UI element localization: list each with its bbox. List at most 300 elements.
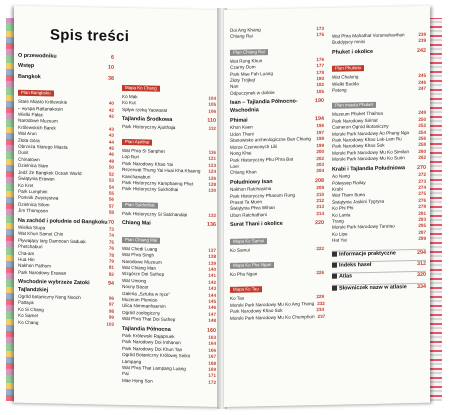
toc-page-number: 97 [108, 302, 114, 308]
toc-page-number: 237 [317, 313, 326, 319]
toc-footer-entry[interactable] [332, 283, 426, 293]
toc-entry-label: Galeria „Sztuka w ręce” [122, 290, 170, 297]
toc-page-number: 106 [208, 108, 216, 114]
toc-entry-label: Isan – Tajlandia Północno-Wschodnia [230, 98, 298, 114]
toc-entry-label: Ogród botaniczny Nong Nooch [18, 293, 81, 301]
toc-entry-label: Stare Miasto Królewskie [18, 98, 68, 106]
toc-page-number: 142 [208, 279, 216, 285]
toc-entry-label: Ko Si Chang [18, 306, 44, 313]
toc-entry-label: Muzeum Plemion [122, 296, 158, 303]
right-page [224, 6, 430, 407]
toc-page-number: 82 [108, 271, 114, 277]
toc-entry-label: Ko Phi Phi [332, 205, 354, 211]
toc-section-heading[interactable] [18, 53, 114, 62]
toc-page-number: 190 [315, 98, 324, 105]
toc-page-number: 334 [417, 283, 426, 290]
toc-entry-label: Morski Park Narodowy Mu Ko Chumphon [230, 313, 315, 321]
toc-page-number: 139 [208, 260, 216, 266]
toc-page-number: 254 [418, 129, 426, 135]
left-page [14, 6, 220, 407]
toc-page-number: 56 [108, 196, 114, 203]
toc-page-number: 239 [418, 38, 426, 44]
toc-page-number: 262 [418, 155, 426, 161]
toc-entry-label: Wielka Stupa [18, 224, 46, 231]
toc-entry-label: Morski Park Narodowy Mu Ko Similan [332, 148, 410, 156]
toc-entry-label: Chiang Mai [122, 220, 151, 227]
toc-footer-entry[interactable] [332, 260, 426, 270]
toc-page-number: 196 [316, 123, 324, 129]
toc-page-number: 274 [418, 184, 426, 190]
toc-entry-label: Wat Arun [18, 131, 37, 137]
toc-entry-label: Narodowe Muzeum [18, 118, 58, 125]
toc-page-number: 194 [315, 115, 324, 123]
toc-entry-label: Park Historyczny Sukhothai [122, 186, 179, 193]
toc-page-number: 73 [108, 226, 114, 232]
toc-page-number: 147 [208, 311, 216, 317]
toc-page-number: 312 [417, 260, 426, 267]
toc-page-number: 203 [316, 161, 324, 167]
toc-page-number: 55 [108, 190, 114, 196]
toc-page-number: 173 [316, 25, 324, 32]
toc-page-number: 285 [418, 223, 426, 229]
toc-page-number: 214 [316, 210, 324, 216]
toc-page-number: 287 [418, 229, 426, 235]
toc-page-number: 76 [108, 245, 114, 251]
toc-entry-label: Informacje praktyczne [332, 250, 396, 259]
toc-entry-label: Park Narodowy Khao Yai [122, 160, 173, 167]
toc-entry-label: Morski Park Narodowy Mu Ko Ang Thong [230, 300, 315, 308]
toc-page-number: 38 [108, 75, 114, 82]
toc-entry-label: Mae Hong Son [122, 377, 153, 384]
toc-entry-label: Wat Phra Mahathat Voramahavihan [332, 32, 405, 39]
toc-entry-label: Park Narodowy Sirinat [332, 117, 378, 124]
toc-page-number: 180 [316, 75, 324, 82]
toc-page-number: 178 [316, 69, 324, 75]
toc-page-number: 242 [417, 47, 426, 54]
toc-page-number: 53 [108, 177, 114, 183]
toc-entry[interactable] [122, 316, 216, 324]
toc-entry-label: Park Narodowy Doi Khun Tan [122, 345, 183, 352]
toc-map-tag: Mapa Ko Chang [122, 85, 160, 92]
toc-entry-label: Ko Samet [18, 312, 39, 319]
toc-page-number: 276 [418, 197, 426, 203]
toc-entry-label: Muzeum Phuket Thaihua [332, 111, 383, 118]
toc-page-number: 229 [316, 294, 324, 300]
toc-entry-label: Wat Chedi Luang [122, 245, 158, 252]
toc-page-number: 185 [316, 88, 324, 94]
toc-entry-label: Chiang Khan [230, 169, 257, 176]
toc-entry[interactable] [230, 168, 324, 176]
toc-entry-label: Ko Mak [122, 93, 138, 100]
toc-page-number: 198 [316, 136, 324, 142]
toc-entry-label: Morski Park Narodowy Ao Phang Nga [332, 129, 410, 137]
toc-page-number: 112 [208, 125, 216, 131]
toc-entry-label: Kanchanaburi [122, 173, 151, 180]
toc-page-number: 110 [207, 117, 216, 125]
toc-page-number: 270 [417, 164, 426, 171]
toc-page-number: 212 [316, 197, 324, 204]
toc-page-number: 213 [316, 204, 324, 210]
toc-entry-label: Park Historyczny Phu Phra Bat [230, 156, 294, 163]
toc-entry-label: Wat Tham Suea [332, 192, 365, 199]
toc-column-3 [230, 26, 324, 407]
toc-entry[interactable] [230, 313, 324, 321]
toc-page-number: 202 [316, 155, 324, 161]
toc-page-number: 220 [315, 220, 324, 227]
toc-page-number: 238 [418, 31, 426, 37]
toc-page-number: 234 [316, 307, 324, 313]
toc-entry-label: Chinatown [18, 156, 40, 163]
toc-page-number: 10 [108, 65, 114, 72]
toc-map-tag: Plan Ajutthai [122, 139, 152, 146]
toc-entry-label: Słowniczek nazw w atlasie [332, 284, 407, 293]
toc-entry-label: Park Narodowy Doi Inthanon [122, 339, 181, 346]
toc-page-number: 57 [108, 203, 114, 209]
toc-entry-label: Nakhon Pathom [18, 263, 51, 269]
toc-entry-label: Złoty Trójkąt [230, 77, 256, 83]
toc-entry-label: Świątynia Phra Wihan [230, 205, 275, 212]
toc-entry-label: Lampang [122, 358, 142, 364]
toc-page-number: 42 [108, 107, 114, 113]
toc-entry-label: Prasat Ta Muen [230, 199, 263, 205]
toc-page-number: 140 [208, 266, 216, 272]
square-bullet-icon [332, 263, 337, 268]
toc-page-number: 272 [418, 171, 426, 178]
toc-entry-label: Chiang Rai [230, 33, 253, 40]
toc-entry-label: Pływający targ Damnoen Saduak [18, 237, 86, 244]
toc-entry-label: Ko Kret [18, 182, 34, 188]
toc-entry-label: Atlas [332, 274, 352, 282]
toc-page-number: 79 [108, 258, 114, 264]
toc-entry-label: Wat Phra Singh [122, 252, 155, 258]
toc-entry-label: Dzielnica Siam [18, 163, 49, 169]
toc-page-number: 6 [111, 54, 114, 61]
toc-entry[interactable] [18, 270, 114, 278]
toc-page-number: 94 [108, 280, 114, 287]
toc-entry-label: Loei [230, 163, 239, 169]
toc-entry-label: Ko Lanta [332, 211, 351, 218]
toc-entry-label: Tajlandia Północna [122, 325, 171, 333]
toc-entry-label: Ogród Botaniczny Królowej Sirikit [122, 352, 190, 359]
toc-entry-label: Wzgórze Doi Suthep [122, 271, 165, 278]
toc-entry-label: Stanowisko archeologiczne Ban Chiang [230, 136, 311, 144]
toc-page-number: 200 [316, 148, 324, 155]
toc-entry-label: Cameron Ogród Botaniczny [332, 123, 389, 130]
toc-entry-label: Park Narodowy Khao Sok [332, 143, 385, 150]
toc-entry-label: Pattaya [18, 300, 34, 306]
toc-page-number: 273 [418, 178, 426, 184]
toc-page-number: 40 [108, 100, 114, 106]
toc-entry-label: Wielki Budda [332, 80, 359, 87]
toc-map-tag: Mapa Ko Pha Ngan [230, 262, 274, 269]
toc-entry-label: Park Narodowy Erawan [18, 269, 67, 276]
toc-entry-label: Wat Phra That Doi Suthep [122, 316, 176, 323]
toc-entry-label: Park Lumphini [18, 188, 48, 195]
toc-entry-label: Królewskich Barek [18, 124, 56, 131]
toc-page-number: 136 [207, 222, 216, 229]
toc-entry-label: Jedź Ze Bangkok Ocean World [18, 169, 82, 176]
toc-page-number: 42 [108, 113, 114, 119]
toc-page-number: 160 [207, 327, 216, 334]
toc-page-number: 132 [208, 212, 216, 218]
toc-page-number: 137 [208, 247, 216, 253]
toc-page-number: 102 [106, 321, 114, 327]
toc-entry[interactable] [122, 211, 216, 219]
toc-entry[interactable] [230, 89, 324, 97]
toc-entry-label: Świątynia Jaskini Tygrysa [332, 198, 385, 205]
toc-entry-label: Wat Chalong [332, 74, 359, 80]
toc-entry-label: Ao Nang [332, 173, 350, 179]
toc-page-number: 222 [316, 245, 324, 251]
toc-entry-label: Wat Umong [122, 277, 147, 284]
toc-entry-label: Wat Phra That Lampang Luang [122, 364, 186, 372]
toc-page-number: 167 [208, 353, 216, 360]
toc-entry[interactable] [332, 38, 426, 46]
toc-entry-label: Ubon Ratchathani [230, 211, 267, 218]
toc-page-number: 143 [208, 285, 216, 292]
square-bullet-icon [332, 285, 337, 290]
toc-page-number: 172 [208, 379, 216, 385]
toc-entry-label: Ko Tao [230, 295, 245, 302]
toc-column-4 [332, 32, 426, 405]
toc-entry-label: Wschodnie wybrzeże Zatoki Tajlandzkiej [18, 278, 90, 293]
toc-entry-label: Krabi i Tajlandia Południowa [332, 164, 405, 173]
toc-page-number: 252 [418, 123, 426, 129]
toc-page-number: 258 [418, 142, 426, 148]
toc-entry-label: Khon Kaen [230, 124, 253, 131]
toc-page-number: 320 [417, 272, 426, 279]
toc-entry-label: O przewodniku [18, 52, 57, 60]
toc-page-number: 99 [108, 314, 114, 320]
toc-entry-label: Doi Ang Khang [230, 27, 261, 33]
toc-page-number: 163 [208, 334, 216, 340]
toc-page-number: 105 [208, 102, 216, 108]
toc-footer [332, 248, 426, 293]
toc-page-number: 204 [316, 168, 324, 174]
toc-entry-label: Wat Khun Samut Chin [18, 231, 64, 238]
toc-page-number: 250 [418, 116, 426, 122]
toc-map-tag: Plan Phuketu [332, 65, 364, 72]
toc-page-number: 50 [108, 164, 114, 171]
toc-page-number: 145 [208, 298, 216, 304]
toc-entry[interactable] [18, 319, 114, 327]
toc-page-number: 289 [418, 235, 426, 242]
toc-page-number: 177 [316, 63, 324, 69]
toc-page-number: 245 [418, 72, 426, 79]
toc-page-number: 175 [316, 32, 324, 38]
toc-entry-label: Trang [332, 218, 344, 224]
toc-page-number: 54 [108, 184, 114, 190]
toc-page-number: 210 [316, 191, 324, 197]
toc-page-number: 74 [108, 233, 114, 239]
toc-page-number: 146 [208, 305, 216, 311]
toc-entry-label: Świątynia Erawan [18, 175, 55, 182]
toc-entry-label: Czarny Dom [230, 64, 256, 71]
toc-entry-label: Wat Chiang Man [122, 264, 157, 271]
toc-entry-label: Park Historyczny Si Satchanalai [122, 210, 188, 218]
toc-entry-label: Morski Park Narodowy Tarutao [332, 223, 395, 231]
toc-entry[interactable] [18, 208, 114, 216]
toc-entry-label: Dzielnica Silom [18, 201, 50, 208]
toc-entry-label: Południowy Isan [230, 178, 273, 186]
toc-page-number: 168 [208, 360, 216, 366]
toc-map-tag: Plan Chiang Rai [230, 49, 268, 56]
toc-entry-label: Phuket i okolice [332, 48, 374, 56]
toc-page-number: 148 [208, 317, 216, 324]
toc-entry-label: Ko Samui [230, 247, 250, 253]
toc-page-number: 169 [208, 366, 216, 372]
toc-page-number: 43 [108, 132, 114, 139]
toc-page-number: 232 [317, 300, 325, 306]
toc-page-number: 44 [108, 139, 114, 145]
toc-page-number: 116 [208, 149, 216, 155]
toc-page-number: 226 [316, 269, 324, 276]
toc-page-number: 121 [208, 156, 216, 162]
toc-section-heading[interactable] [18, 63, 114, 72]
toc-page-number: 48 [108, 158, 114, 164]
toc-entry-label: Ulica Nimmanhaemin [122, 303, 166, 310]
toc-entry-label: Wielki Pałac [18, 111, 44, 118]
toc-entry-label: Park Królewski Rajapruek [122, 332, 175, 340]
toc-page-number: 78 [108, 252, 114, 258]
toc-page-number: 166 [208, 347, 216, 353]
toc-entry-label: Buddyjscy mnisi [332, 39, 365, 46]
toc-footer-entry[interactable] [332, 248, 426, 258]
toc-entry-label: Morski Park Narodowy Mu Ko Surin [332, 155, 405, 163]
toc-entry-label: Rezerwat Thung Yai Huai Kha Khaeng [122, 167, 201, 174]
toc-entry[interactable] [230, 211, 324, 219]
toc-page-number: 138 [208, 253, 216, 260]
toc-page-number: 278 [418, 203, 426, 210]
toc-entry-label: Wat Phra Si Sanphet [122, 147, 165, 154]
toc-entry-label: Park Historyczny Kamphaeng Phet [122, 180, 194, 187]
toc-page-number: 281 [418, 210, 426, 216]
toc-entry-label: Park Mae Fah Luang [230, 70, 273, 77]
toc-entry-label: Złota Góra [18, 137, 40, 143]
toc-map-tag: Plan Bangkoku [18, 90, 54, 97]
toc-entry[interactable] [122, 107, 216, 115]
toc-entry[interactable] [122, 378, 216, 386]
square-bullet-icon [332, 274, 337, 279]
toc-page-number: 209 [316, 185, 324, 191]
toc-entry-label: Półwysep Railay [332, 179, 366, 186]
toc-entry-label: Odpoczynek w dolinie [230, 89, 275, 96]
toc-page-number: 176 [316, 56, 324, 62]
toc-page-number: 46 [108, 152, 114, 158]
toc-page-number: 256 [418, 135, 426, 141]
toc-column-1 [18, 50, 114, 405]
toc-entry-label: Nocny Bazar [122, 284, 149, 290]
toc-entry-label: Na zachód i południe od Bangkoku [18, 217, 108, 226]
toc-page-number: 247 [418, 85, 426, 91]
toc-entry-label: Phimai [230, 117, 248, 124]
toc-map-tag: Plan Chiang Mai [122, 237, 160, 244]
toc-column-2 [122, 76, 216, 407]
toc-page-number: 246 [418, 79, 426, 85]
toc-entry-label: Krabi [332, 186, 343, 192]
toc-entry-label: – wyspa Rattanakosin [18, 105, 63, 112]
toc-map-tag: Mapa Ko Tao [230, 287, 262, 294]
toc-entry-label: Patong [332, 87, 347, 93]
toc-entry-label: Udon Thani [230, 131, 254, 137]
toc-page-number: 128 [208, 181, 216, 187]
toc-page-number: 248 [418, 110, 426, 116]
toc-entry-label: Nakhon Ratchasima [230, 186, 272, 192]
toc-entry-label: Ko Chang [18, 319, 39, 325]
toc-entry-label: Surat Thani i okolice [230, 220, 283, 229]
toc-page-number: 104 [208, 95, 216, 101]
toc-page-number: 208 [315, 177, 324, 184]
toc-entry-label: Wstęp [18, 63, 35, 70]
toc-entry-label: Nan [230, 84, 239, 90]
toc-page-number: 123 [208, 162, 216, 168]
square-bullet-icon [332, 251, 337, 256]
toc-page-number: 81 [108, 265, 114, 271]
toc-entry[interactable] [332, 155, 426, 163]
toc-page-number: 96 [108, 295, 114, 301]
toc-entry-label: Morze Czerwonych Lilii [230, 143, 278, 150]
toc-entry[interactable] [332, 236, 426, 244]
toc-page-number: 197 [316, 129, 324, 135]
toc-entry-label: Narodowe Muzeum [122, 258, 162, 265]
toc-entry-label: Ko Lipe [332, 231, 348, 237]
toc-entry-label: Pomnik Zwycięstwa [18, 195, 59, 201]
toc-entry-label: Nong Khai [230, 150, 252, 156]
toc-section-heading[interactable] [230, 98, 324, 115]
toc-entry-label: Jim Thompson [18, 207, 49, 214]
toc-entry-label: Phetchaburi [18, 243, 43, 250]
toc-page-number: 52 [108, 171, 114, 177]
toc-entry-label: Ko Pha Ngan [230, 271, 258, 277]
toc-page-number: 45 [108, 145, 114, 151]
toc-entry-label: Indeks haseł [332, 262, 371, 270]
toc-page-number: 141 [208, 273, 216, 279]
toc-page-number: 43 [108, 126, 114, 132]
toc-entry-label: Park Historyczny Ajutthaja [122, 123, 176, 130]
toc-page-number: 182 [316, 82, 324, 88]
toc-page-number: 124 [208, 169, 216, 175]
toc-entry-label: Cha-am [18, 250, 35, 256]
toc-map-tag: Plan miasta Phuket [332, 102, 376, 109]
toc-entry-label: Hat Yai [332, 237, 347, 243]
toc-entry-label: Park Narodowy Khao Lak-Lam Ru [332, 136, 402, 143]
toc-entry-label: Spływ rzeką Yaowarat [122, 106, 168, 113]
toc-entry-label: Tajlandia Środkowa [122, 116, 173, 124]
toc-entry-label: Hua Hin [18, 256, 35, 263]
toc-page-number: 126 [208, 175, 216, 181]
toc-page-number: 75 [108, 239, 114, 245]
toc-entry-label: Dusit [18, 150, 29, 156]
toc-footer-entry[interactable] [332, 271, 426, 281]
toc-entry-label: Wat Rong Khun [230, 58, 263, 64]
toc-page-number: 199 [316, 142, 324, 148]
toc-entry-label: Ko Kut [122, 100, 136, 106]
toc-page-number: 164 [208, 341, 216, 347]
toc-page-number: 260 [418, 148, 426, 154]
toc-page-number: 294 [417, 249, 426, 256]
toc-page-number: 130 [208, 188, 216, 194]
toc-entry-label: Park Narodowy Khao Sok [230, 307, 283, 315]
toc-entry-label: Park Historyczny Phanom Rung [230, 192, 296, 199]
toc-map-tag: Mapa Ko Samui [230, 238, 267, 245]
toc-page-number: 144 [208, 292, 216, 298]
toc-entry-label: Lop Buri [122, 154, 140, 160]
toc-map-tag: Plan Sukhothai [122, 202, 158, 209]
toc-entry-label: Ogród zoologiczny [122, 309, 161, 316]
toc-entry-label: Pai [122, 371, 129, 377]
toc-page-number: 171 [208, 373, 216, 379]
toc-page-number: 98 [108, 308, 114, 314]
